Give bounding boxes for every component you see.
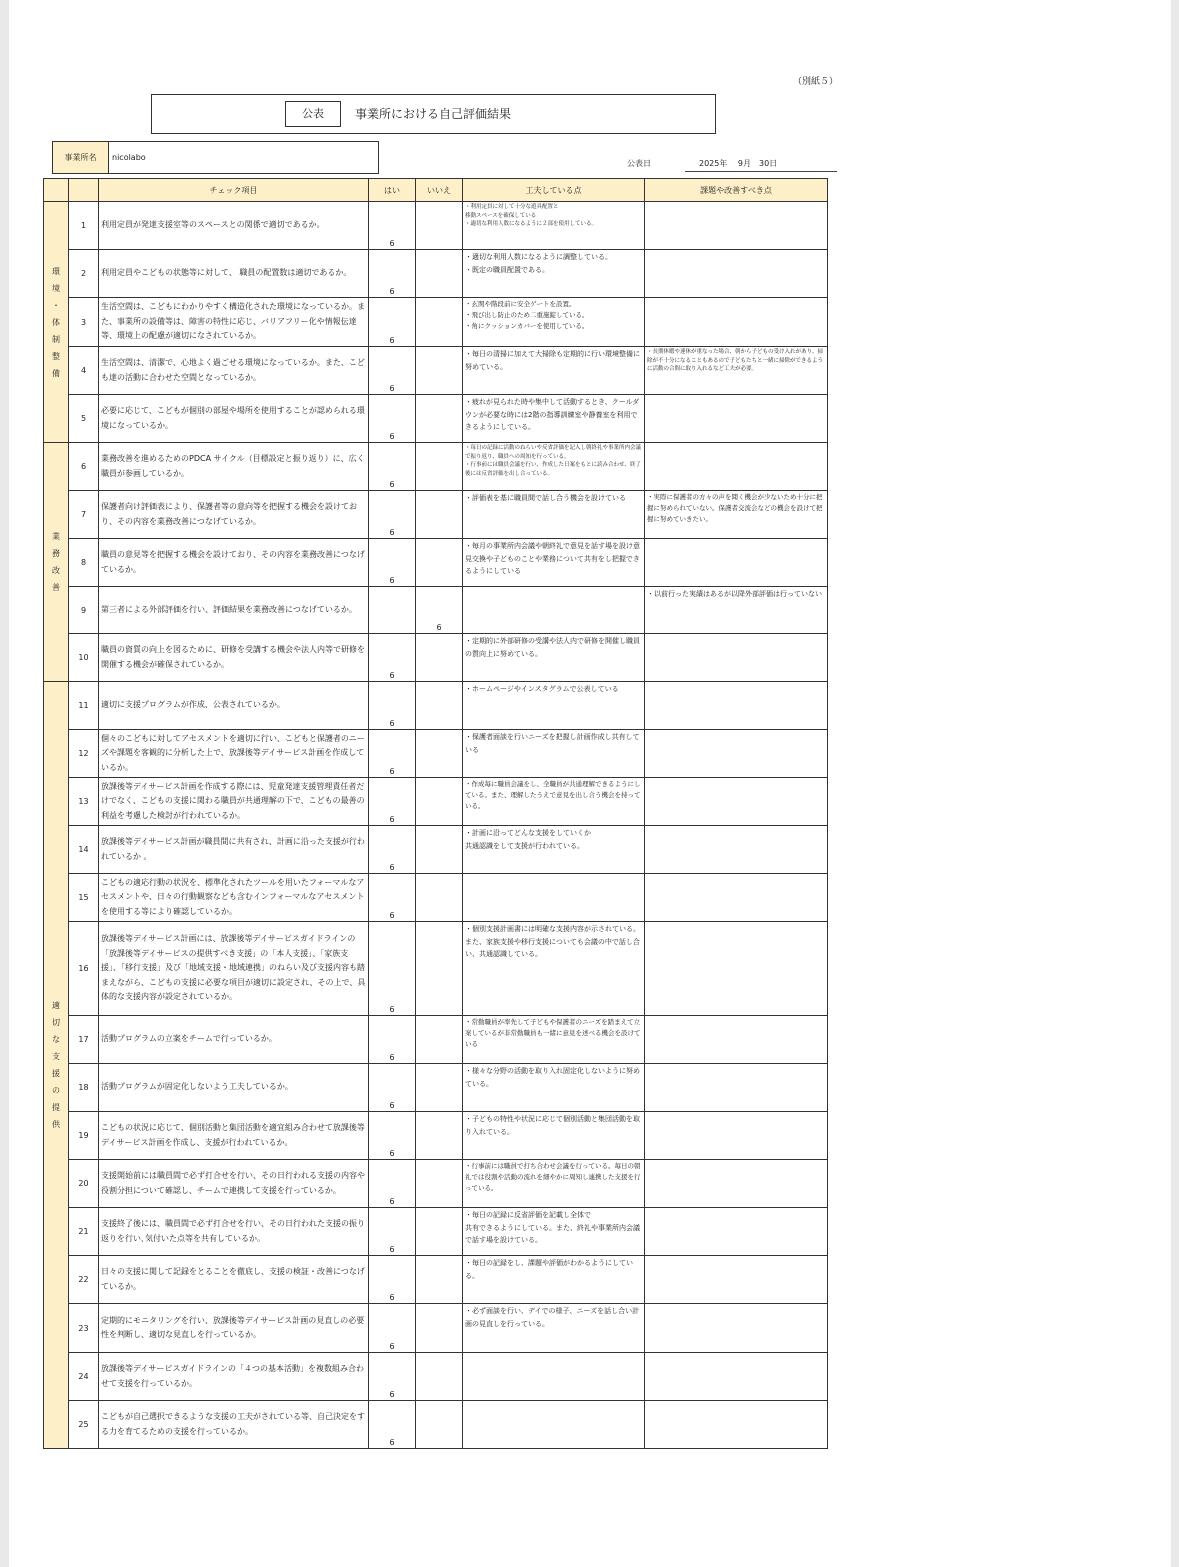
- no-count: [416, 491, 463, 539]
- yes-count: 6: [369, 874, 416, 922]
- table-row: [44, 347, 828, 395]
- effort-note: [463, 874, 645, 922]
- row-number: 9: [69, 587, 99, 634]
- effort-note: ・様々な分野の活動を取り入れ固定化しないように努めている。: [463, 1064, 645, 1112]
- category-cell: [44, 443, 69, 682]
- row-number: 16: [69, 922, 99, 1016]
- check-item: 定期的にモニタリングを行い、放課後等デイサービス計画の見直しの必要性を判断し、適切な見直しを行っているか。: [99, 1304, 369, 1353]
- check-item: 利用定員やこどもの状態等に対して、 職員の配置数は適切であるか。: [99, 250, 369, 298]
- yes-count: 6: [369, 1256, 416, 1304]
- check-item: 生活空間は、こどもにわかりやすく構造化された環境になっているか。また、事業所の設備等は、障害の特性に応じ、バリアフリー化や情報伝達等、環境上の配慮が適切になされているか。: [99, 298, 369, 347]
- check-item: 支援終了後には、職員間で必ず打合せを行い、その日行われた支援の振り返りを行い､気付いた点等を共有しているか。: [99, 1208, 369, 1256]
- issue-note: ・以前行った実績はあるが以降外部評価は行っていない: [645, 587, 828, 634]
- table-row: [44, 1256, 828, 1304]
- row-number: 4: [69, 347, 99, 395]
- row-number: 14: [69, 826, 99, 874]
- issue-note: [645, 1304, 828, 1353]
- issue-note: [645, 202, 828, 250]
- issue-note: [645, 395, 828, 443]
- row-number: 15: [69, 874, 99, 922]
- category-cell: [44, 202, 69, 443]
- table-row: [44, 1401, 828, 1449]
- effort-note: ・適切な利用人数になるように調整している。 ・既定の職員配置である。: [463, 250, 645, 298]
- row-number: 25: [69, 1401, 99, 1449]
- effort-note: ・毎日の清掃に加えて大掃除も定期的に行い環境整備に努めている。: [463, 347, 645, 395]
- check-item: 個々のこどもに対してアセスメントを適切に行い、こどもと保護者のニーズや課題を客観的に分析した上で、放課後等デイサービス計画を作成しているか。: [99, 730, 369, 778]
- check-item: 放課後等デイサービス計画には、放課後等デイサービスガイドラインの「放課後等デイサービスの提供すべき支援」の「本人支援」、「家族支援」、「移行支援」及び「地域支援・地域連携」のねらい及び支援内容も踏まえながら、こどもの支援に必要な項目が適切に設定され、その上で、具体的な支援内容が設定されているか。: [99, 922, 369, 1016]
- yes-count: 6: [369, 1112, 416, 1160]
- table-row: [44, 202, 828, 250]
- check-item: 放課後等デイサービスガイドラインの「４つの基本活動」を複数組み合わせて支援を行っているか。: [99, 1353, 369, 1401]
- yes-count: 6: [369, 1016, 416, 1064]
- row-number: 11: [69, 682, 99, 730]
- no-count: [416, 1208, 463, 1256]
- issue-note: [645, 682, 828, 730]
- no-count: [416, 443, 463, 491]
- category-cell: [44, 682, 69, 1449]
- table-row: [44, 826, 828, 874]
- yes-count: 6: [369, 778, 416, 826]
- page-title: 事業所における自己評価結果: [355, 107, 512, 121]
- table-row: [44, 395, 828, 443]
- no-count: [416, 634, 463, 682]
- check-item: 活動プログラムの立案をチームで行っているか。: [99, 1016, 369, 1064]
- yes-count: 6: [369, 443, 416, 491]
- check-item: 放課後等デイサービス計画が職員間に共有され、計画に沿った支援が行われているか 。: [99, 826, 369, 874]
- header-issues: 課題や改善すべき点: [645, 179, 828, 202]
- issue-note: [645, 1256, 828, 1304]
- row-number: 17: [69, 1016, 99, 1064]
- issue-note: [645, 443, 828, 491]
- table-body: [44, 202, 828, 1449]
- no-count: 6: [416, 587, 463, 634]
- category-label: 業 務 改 善: [52, 532, 60, 592]
- issue-note: [645, 826, 828, 874]
- row-number: 23: [69, 1304, 99, 1353]
- row-number: 12: [69, 730, 99, 778]
- yes-count: 6: [369, 634, 416, 682]
- issue-note: [645, 1112, 828, 1160]
- issue-note: [645, 1208, 828, 1256]
- table-row: [44, 250, 828, 298]
- header-yes: はい: [369, 179, 416, 202]
- header-number: [69, 179, 99, 202]
- effort-note: ・毎日の記録に活動のねらいや反省評価を記入し朝終礼や事業所内会議で振り返り、職員への周知を行っている。 ・行事前には職員会議を行い、作成した日案をもとに読み合わせ、終了後には反省評価を出し合っている。: [463, 443, 645, 491]
- check-item: 職員の資質の向上を図るために、研修を受講する機会や法人内等で研修を開催する機会が確保されているか。: [99, 634, 369, 682]
- table-row: [44, 443, 828, 491]
- yes-count: 6: [369, 250, 416, 298]
- effort-note: ・子どもの特性や状況に応じて個別活動と集団活動を取り入れている。: [463, 1112, 645, 1160]
- yes-count: 6: [369, 395, 416, 443]
- category-label: 環 境 ・ 体 制 整 備: [52, 266, 60, 378]
- effort-note: ・個別支援計画書には明確な支援内容が示されている。また、家族支援や移行支援についても会議の中で話し合い、共通認識している。: [463, 922, 645, 1016]
- yes-count: 6: [369, 539, 416, 587]
- no-count: [416, 539, 463, 587]
- header-category: [44, 179, 69, 202]
- row-number: 13: [69, 778, 99, 826]
- yes-count: 6: [369, 1353, 416, 1401]
- table-row: [44, 778, 828, 826]
- no-count: [416, 826, 463, 874]
- table-row: [44, 922, 828, 1016]
- no-count: [416, 1353, 463, 1401]
- issue-note: [645, 730, 828, 778]
- table-row: [44, 1016, 828, 1064]
- category-label: 適 切 な 支 援 の 提 供: [52, 1001, 60, 1129]
- no-count: [416, 347, 463, 395]
- no-count: [416, 1112, 463, 1160]
- effort-note: ・保護者面談を行いニーズを把握し計画作成し共有している: [463, 730, 645, 778]
- header-check-item: チェック項目: [99, 179, 369, 202]
- yes-count: 6: [369, 1401, 416, 1449]
- effort-note: ・疲れが見られた時や集中して活動するとき、クールダウンが必要な時には2階の指導訓練室や静養室を利用できるようにしている。: [463, 395, 645, 443]
- effort-note: ・作成毎に職員会議をし、全職員が共通理解できるようにしている。また、理解したうえで意見を出し合う機会を持っている。: [463, 778, 645, 826]
- no-count: [416, 298, 463, 347]
- effort-note: ・ホームページやインスタグラムで公表している: [463, 682, 645, 730]
- issue-note: [645, 1401, 828, 1449]
- table-row: [44, 682, 828, 730]
- evaluation-table: [43, 178, 828, 1449]
- effort-note: ・玄関や階段前に安全ゲートを設置。 ・飛び出し防止のため二重施錠している。 ・角にクッションカバーを使用している。: [463, 298, 645, 347]
- row-number: 1: [69, 202, 99, 250]
- publish-date-underline: [685, 171, 837, 172]
- yes-count: 6: [369, 1160, 416, 1208]
- issue-note: [645, 634, 828, 682]
- issue-note: [645, 1160, 828, 1208]
- no-count: [416, 202, 463, 250]
- table-row: [44, 634, 828, 682]
- row-number: 22: [69, 1256, 99, 1304]
- row-number: 21: [69, 1208, 99, 1256]
- yes-count: [369, 587, 416, 634]
- effort-note: ・行事前には職員で打ち合わせ会議を行っている。毎日の朝礼では役割や活動の流れを細やかに周知し連携した支援を行っている。: [463, 1160, 645, 1208]
- table-row: [44, 298, 828, 347]
- yes-count: 6: [369, 730, 416, 778]
- row-number: 24: [69, 1353, 99, 1401]
- effort-note: ・毎月の事業所内会議や朝終礼で意見を話す場を設け意見交換や子どものことや業務について共有をし把握できるようにしている: [463, 539, 645, 587]
- check-item: 保護者向け評価表により、保護者等の意向等を把握する機会を設けており、その内容を業務改善につなげているか。: [99, 491, 369, 539]
- row-number: 6: [69, 443, 99, 491]
- header-efforts: 工夫している点: [463, 179, 645, 202]
- effort-note: ・利用定員に対して十分な遊具配置と 移動スペースを確保している ・適切な利用人数になるように２部を使用している。: [463, 202, 645, 250]
- no-count: [416, 682, 463, 730]
- publish-date-value: 2025年 9月 30日: [699, 159, 778, 168]
- issue-note: [645, 778, 828, 826]
- yes-count: 6: [369, 682, 416, 730]
- no-count: [416, 250, 463, 298]
- effort-note: ・必ず面談を行い、デイでの様子、ニーズを話し合い計画の見直しを行っている。: [463, 1304, 645, 1353]
- issue-note: [645, 1064, 828, 1112]
- effort-note: ・計画に沿ってどんな支援をしていくか 共通認識をして支援が行われている。: [463, 826, 645, 874]
- table-row: [44, 491, 828, 539]
- no-count: [416, 1160, 463, 1208]
- table-row: [44, 730, 828, 778]
- effort-note: ・常勤職員が率先して子どもや保護者のニーズを踏まえて立案しているが非常勤職員も一緒に意見を述べる機会を設けている: [463, 1016, 645, 1064]
- issue-note: ・実際に保護者の方々の声を聞く機会が少ないため十分に把握に努められていない。保護者交流会などの機会を設けて把握に努めていきたい。: [645, 491, 828, 539]
- no-count: [416, 1401, 463, 1449]
- row-number: 5: [69, 395, 99, 443]
- no-count: [416, 1304, 463, 1353]
- yes-count: 6: [369, 1208, 416, 1256]
- issue-note: [645, 1016, 828, 1064]
- check-item: 支援開始前には職員間で必ず打合せを行い、その日行われる支援の内容や役割分担について確認し、チームで連携して支援を行っているか。: [99, 1160, 369, 1208]
- table-row: [44, 1353, 828, 1401]
- table-row: [44, 1064, 828, 1112]
- row-number: 18: [69, 1064, 99, 1112]
- attachment-label: （別紙５）: [793, 77, 839, 87]
- no-count: [416, 778, 463, 826]
- table-row: [44, 1112, 828, 1160]
- effort-note: ・定期的に外部研修の受講や法人内で研修を開催し職員の質向上に努めている。: [463, 634, 645, 682]
- issue-note: [645, 1353, 828, 1401]
- table-row: [44, 1208, 828, 1256]
- no-count: [416, 395, 463, 443]
- office-name-value: nicolabo: [112, 153, 146, 162]
- no-count: [416, 730, 463, 778]
- yes-count: 6: [369, 202, 416, 250]
- check-item: 必要に応じて、こどもが個別の部屋や場所を使用することが認められる環境になっているか。: [99, 395, 369, 443]
- yes-count: 6: [369, 347, 416, 395]
- row-number: 3: [69, 298, 99, 347]
- table-header-row: [44, 179, 828, 202]
- check-item: 第三者による外部評価を行い、評価結果を業務改善につなげているか。: [99, 587, 369, 634]
- effort-note: [463, 587, 645, 634]
- check-item: 活動プログラムが固定化しないよう工夫しているか。: [99, 1064, 369, 1112]
- yes-count: 6: [369, 298, 416, 347]
- no-count: [416, 1064, 463, 1112]
- table-row: [44, 1160, 828, 1208]
- issue-note: [645, 298, 828, 347]
- yes-count: 6: [369, 922, 416, 1016]
- table-row: [44, 539, 828, 587]
- yes-count: 6: [369, 826, 416, 874]
- no-count: [416, 1016, 463, 1064]
- public-badge: 公表: [285, 101, 341, 127]
- office-name-box: [52, 141, 379, 174]
- table-row: [44, 587, 828, 634]
- issue-note: ・長期休暇や連休が重なった場合、朝から子どもの受け入れがあり、掃除が不十分になることもあるので子どもたちと一緒に掃除ができるように活動の合間に取り入れるなど工夫が必要。: [645, 347, 828, 395]
- issue-note: [645, 250, 828, 298]
- check-item: 適切に支援プログラムが作成、公表されているか。: [99, 682, 369, 730]
- no-count: [416, 874, 463, 922]
- no-count: [416, 922, 463, 1016]
- check-item: 生活空間は、清潔で、心地よく過ごせる環境になっているか。また、こども達の活動に合わせた空間となっているか。: [99, 347, 369, 395]
- yes-count: 6: [369, 1064, 416, 1112]
- issue-note: [645, 874, 828, 922]
- yes-count: 6: [369, 1304, 416, 1353]
- row-number: 2: [69, 250, 99, 298]
- yes-count: 6: [369, 491, 416, 539]
- check-item: 職員の意見等を把握する機会を設けており、その内容を業務改善につなげているか。: [99, 539, 369, 587]
- check-item: 利用定員が発達支援室等のスペースとの関係で適切であるか。: [99, 202, 369, 250]
- check-item: 日々の支援に関して記録をとることを徹底し、支援の検証・改善につなげているか。: [99, 1256, 369, 1304]
- effort-note: ・評価表を基に職員間で話し合う機会を設けている: [463, 491, 645, 539]
- row-number: 19: [69, 1112, 99, 1160]
- effort-note: ・毎日の記録をし、課題や評価がわかるようにしている。: [463, 1256, 645, 1304]
- check-item: 業務改善を進めるためのPDCA サイクル（目標設定と振り返り）に、広く職員が参画しているか。: [99, 443, 369, 491]
- no-count: [416, 1256, 463, 1304]
- check-item: 放課後等デイサービス計画を作成する際には、児童発達支援管理責任者だけでなく、こどもの支援に関わる職員が共通理解の下で、こどもの最善の利益を考慮した検討が行われているか。: [99, 778, 369, 826]
- check-item: こどもが自己選択できるような支援の工夫がされている等、自己決定をする力を育てるための支援を行っているか。: [99, 1401, 369, 1449]
- row-number: 20: [69, 1160, 99, 1208]
- publish-date-label: 公表日: [627, 159, 651, 168]
- check-item: こどもの適応行動の状況を、標準化されたツールを用いたフォーマルなアセスメントや、日々の行動観察なども含むインフォーマルなアセスメントを使用する等により確認しているか。: [99, 874, 369, 922]
- effort-note: [463, 1353, 645, 1401]
- issue-note: [645, 539, 828, 587]
- table-row: [44, 1304, 828, 1353]
- office-name-label: 事業所名: [53, 142, 109, 173]
- header-no: いいえ: [416, 179, 463, 202]
- row-number: 8: [69, 539, 99, 587]
- effort-note: ・毎日の記録に反省評価を記載し全体で 共有できるようにしている。また、終礼や事業所内会議で話す場を設けている。: [463, 1208, 645, 1256]
- row-number: 10: [69, 634, 99, 682]
- row-number: 7: [69, 491, 99, 539]
- effort-note: [463, 1401, 645, 1449]
- table-row: [44, 874, 828, 922]
- check-item: こどもの状況に応じて、個別活動と集団活動を適宜組み合わせて放課後等デイサービス計画を作成し、支援が行われているか。: [99, 1112, 369, 1160]
- issue-note: [645, 922, 828, 1016]
